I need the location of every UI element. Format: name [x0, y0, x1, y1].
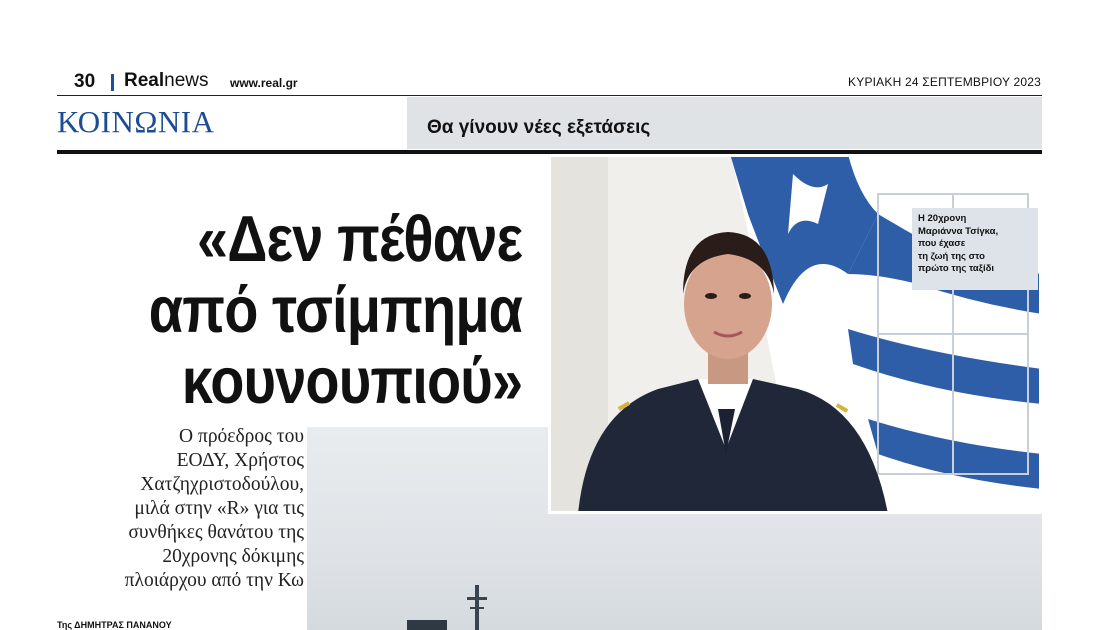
- byline: Της ΔΗΜΗΤΡΑΣ ΠΑΝΑΝΟΥ: [57, 620, 172, 630]
- lead-line: 20χρονης δόκιμης: [162, 546, 304, 567]
- lead-line: μιλά στην «R» για τις: [134, 498, 304, 519]
- caption-line: τη ζωή της στο: [918, 250, 985, 262]
- ship-mast-arm: [470, 607, 484, 609]
- headline-line: «Δεν πέθανε: [196, 202, 522, 275]
- caption-line: πρώτο της ταξίδι: [918, 263, 995, 274]
- section-title: ΚΟΙΝΩΝΙΑ: [57, 104, 215, 139]
- brand-bold: Real: [124, 70, 165, 91]
- lead-line: Χατζηχριστοδούλου,: [140, 474, 304, 495]
- lead-paragraph: [125, 425, 304, 593]
- lead-line: ΕΟΔΥ, Χρήστος: [176, 450, 304, 471]
- ship-mast-arm: [467, 597, 487, 600]
- caption-line: Η 20χρονη: [918, 213, 967, 224]
- caption-line: που έχασε: [918, 238, 966, 249]
- lead-line: Ο πρόεδρος του: [179, 426, 304, 447]
- lead-line: συνθήκες θανάτου της: [128, 522, 304, 543]
- photo-caption: [912, 208, 1038, 290]
- ship-silhouette: [407, 620, 447, 630]
- brand-light: news: [164, 70, 209, 91]
- kicker-text: Θα γίνουν νέες εξετάσεις: [427, 117, 651, 138]
- headline: [149, 203, 522, 416]
- header-separator: [111, 74, 114, 91]
- page-number: 30: [74, 71, 96, 92]
- issue-date: ΚΥΡΙΑΚΗ 24 ΣΕΠΤΕΜΒΡΙΟΥ 2023: [848, 75, 1041, 89]
- headline-line: από τσίμπημα: [148, 273, 522, 346]
- site-url: www.real.gr: [230, 76, 298, 90]
- header-rule: [57, 95, 1042, 96]
- brand-logo: [124, 70, 209, 92]
- caption-line: Μαριάννα Τσίγκα,: [918, 225, 999, 237]
- lead-line: πλοιάρχου από την Κω: [124, 570, 304, 591]
- headline-line: κουνουπιού»: [181, 344, 522, 417]
